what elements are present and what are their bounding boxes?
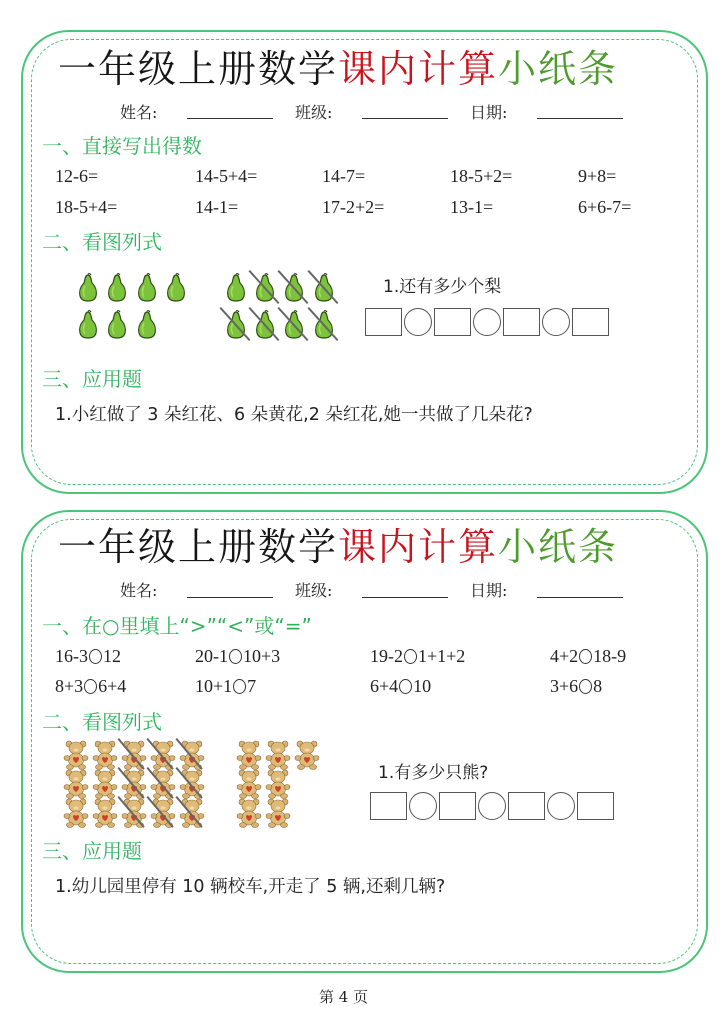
right-expression: 10+3 [243, 646, 281, 666]
section-heading-3: 三、应用题 [42, 839, 142, 863]
name-label: 姓名: [120, 581, 158, 600]
comparison-item [550, 676, 602, 697]
operator-circle[interactable] [542, 308, 570, 336]
date-label: 日期: [470, 581, 508, 600]
compare-circle[interactable] [233, 679, 246, 694]
operator-circle[interactable] [473, 308, 501, 336]
answer-template [370, 792, 614, 820]
compare-circle[interactable] [229, 649, 242, 664]
right-expression: 12 [103, 646, 121, 666]
pear-icon [77, 272, 99, 302]
teddy-bear-icon [63, 798, 89, 828]
left-expression: 16-3 [55, 646, 88, 666]
right-expression: 6+4 [98, 676, 127, 696]
class-field[interactable] [362, 597, 448, 598]
answer-box[interactable] [434, 308, 471, 336]
answer-box[interactable] [439, 792, 476, 820]
answer-box[interactable] [572, 308, 609, 336]
section-heading-3: 三、应用题 [42, 367, 142, 391]
teddy-bear-icon [63, 740, 89, 770]
picture-question: 1.还有多少个梨 [383, 277, 502, 297]
name-field[interactable] [187, 597, 273, 598]
left-expression: 4+2 [550, 646, 579, 666]
answer-box[interactable] [503, 308, 540, 336]
section-heading-2: 二、看图列式 [42, 230, 162, 254]
title-part-slip: 小纸条 [498, 525, 619, 569]
comparison-item [370, 676, 431, 697]
expression: 12-6= [55, 166, 99, 186]
section-heading-1: 一、在○里填上“>”“<”或“=” [42, 614, 312, 638]
expression: 14-1= [195, 197, 239, 217]
title-part-grade: 一年级上册数学 [58, 525, 339, 569]
expression: 9+8= [578, 166, 617, 186]
right-expression: 10 [413, 676, 432, 696]
comparison-item [370, 646, 465, 667]
expression: 6+6-7= [578, 197, 632, 217]
word-problem: 1.幼儿园里停有 10 辆校车,开走了 5 辆,还剩几辆? [55, 877, 446, 897]
pear-icon [136, 272, 158, 302]
class-field[interactable] [362, 118, 448, 119]
picture-question: 1.有多少只熊? [378, 763, 489, 783]
pear-icon [165, 272, 187, 302]
pear-icon [136, 309, 158, 339]
right-expression: 1+1+2 [418, 646, 466, 666]
expression: 17-2+2= [322, 197, 385, 217]
expression: 14-7= [322, 166, 366, 186]
answer-box[interactable] [508, 792, 545, 820]
left-expression: 19-2 [370, 646, 403, 666]
teddy-bear-icon [236, 769, 262, 799]
teddy-bear-icon [265, 740, 291, 770]
date-field[interactable] [537, 118, 623, 119]
comparison-item [55, 646, 121, 667]
teddy-bear-icon [92, 798, 118, 828]
right-expression: 7 [247, 676, 257, 696]
right-expression: 18-9 [593, 646, 627, 666]
expression: 18-5+2= [450, 166, 513, 186]
compare-circle[interactable] [404, 649, 417, 664]
pear-icon [106, 309, 128, 339]
page-number: 第 4 页 [319, 988, 369, 1006]
teddy-bear-icon [236, 740, 262, 770]
compare-circle[interactable] [84, 679, 97, 694]
date-label: 日期: [470, 103, 508, 122]
compare-circle[interactable] [399, 679, 412, 694]
left-expression: 20-1 [195, 646, 228, 666]
comparison-item [195, 646, 280, 667]
teddy-bear-icon [236, 798, 262, 828]
teddy-bear-icon [63, 769, 89, 799]
answer-box[interactable] [365, 308, 402, 336]
class-label: 班级: [295, 103, 333, 122]
teddy-bear-icon [92, 740, 118, 770]
section-heading-2: 二、看图列式 [42, 710, 162, 734]
right-expression: 8 [593, 676, 603, 696]
compare-circle[interactable] [579, 679, 592, 694]
title-part-slip: 小纸条 [498, 47, 619, 91]
left-expression: 10+1 [195, 676, 233, 696]
word-problem: 1.小红做了 3 朵红花、6 朵黄花,2 朵红花,她一共做了几朵花? [55, 405, 533, 425]
teddy-bear-icon [294, 740, 320, 770]
pear-icon [225, 272, 247, 302]
teddy-bear-icon [265, 769, 291, 799]
answer-template [365, 308, 609, 336]
pear-icon [77, 309, 99, 339]
answer-box[interactable] [577, 792, 614, 820]
card1-title [58, 47, 619, 91]
comparison-item [55, 676, 126, 697]
compare-circle[interactable] [579, 649, 592, 664]
operator-circle[interactable] [404, 308, 432, 336]
expression: 14-5+4= [195, 166, 258, 186]
title-part-grade: 一年级上册数学 [58, 47, 339, 91]
comparison-item [550, 646, 626, 667]
left-expression: 8+3 [55, 676, 84, 696]
teddy-bear-icon [265, 798, 291, 828]
operator-circle[interactable] [409, 792, 437, 820]
pear-icon [106, 272, 128, 302]
operator-circle[interactable] [547, 792, 575, 820]
name-field[interactable] [187, 118, 273, 119]
title-part-calc: 课内计算 [338, 525, 499, 569]
expression: 13-1= [450, 197, 494, 217]
operator-circle[interactable] [478, 792, 506, 820]
teddy-bear-icon [92, 769, 118, 799]
answer-box[interactable] [370, 792, 407, 820]
date-field[interactable] [537, 597, 623, 598]
expression: 18-5+4= [55, 197, 118, 217]
card2-title [58, 525, 619, 569]
left-expression: 3+6 [550, 676, 579, 696]
compare-circle[interactable] [89, 649, 102, 664]
section-heading-1: 一、直接写出得数 [42, 134, 202, 158]
comparison-item [195, 676, 256, 697]
class-label: 班级: [295, 581, 333, 600]
title-part-calc: 课内计算 [338, 47, 499, 91]
name-label: 姓名: [120, 103, 158, 122]
left-expression: 6+4 [370, 676, 399, 696]
